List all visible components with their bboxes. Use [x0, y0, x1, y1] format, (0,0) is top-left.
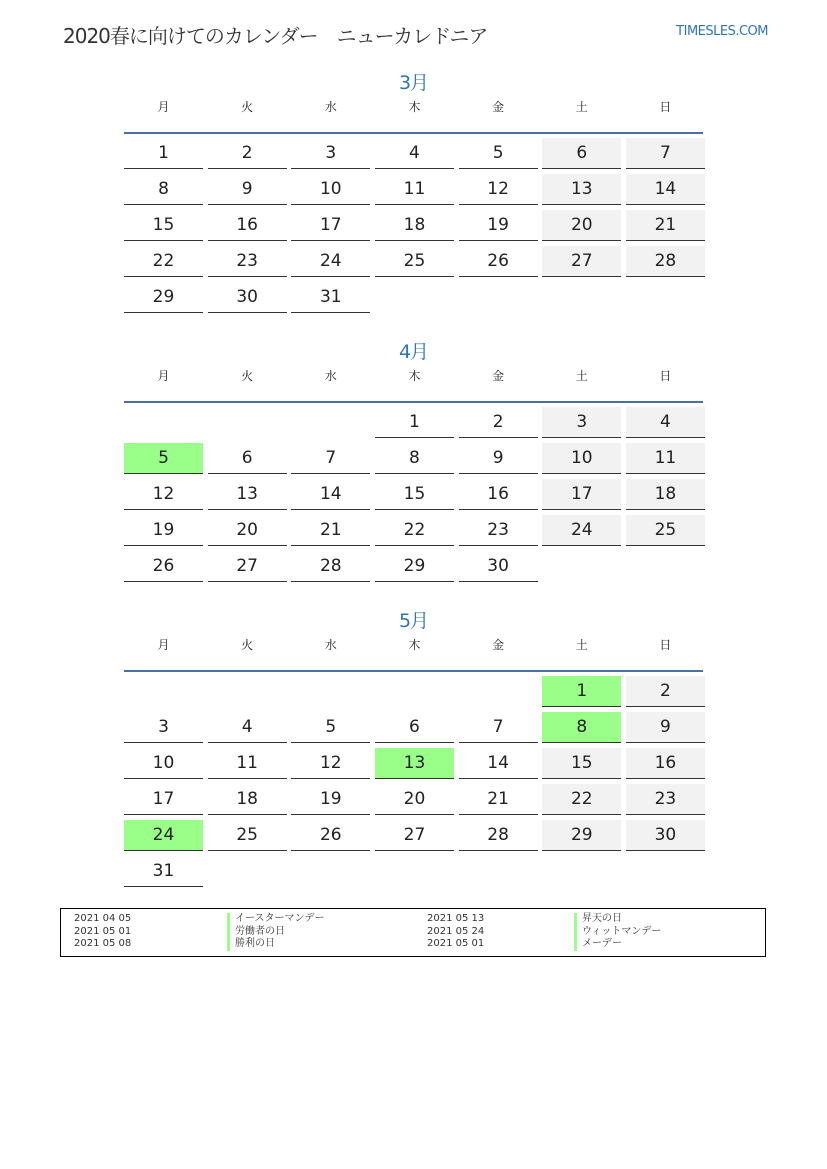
weekday-label: 日 [659, 369, 672, 383]
day-cell[interactable]: 31 [291, 282, 370, 313]
day-cell[interactable]: 24 [542, 515, 621, 546]
day-cell[interactable]: 16 [459, 479, 538, 510]
day-cell[interactable]: 3 [124, 712, 203, 743]
weekday-label: 火 [241, 369, 254, 383]
day-cell[interactable]: 28 [626, 246, 705, 277]
day-cell[interactable]: 11 [375, 174, 454, 205]
day-cell[interactable]: 14 [626, 174, 705, 205]
day-cell[interactable]: 8 [542, 712, 621, 743]
day-cell[interactable]: 12 [291, 748, 370, 779]
legend-date: 2021 05 24 [427, 925, 485, 937]
day-cell[interactable]: 21 [459, 784, 538, 815]
weekday-label: 土 [575, 100, 588, 114]
day-cell[interactable]: 10 [542, 443, 621, 474]
legend-right-names [574, 913, 661, 951]
day-cell[interactable]: 30 [626, 820, 705, 851]
day-cell[interactable]: 30 [208, 282, 287, 313]
day-cell[interactable]: 11 [626, 443, 705, 474]
day-cell[interactable]: 3 [542, 407, 621, 438]
holiday-legend [60, 908, 766, 957]
day-cell[interactable]: 19 [291, 784, 370, 815]
weekday-label: 火 [241, 100, 254, 114]
day-cell[interactable]: 24 [291, 246, 370, 277]
weekday-label: 月 [157, 100, 170, 114]
header-rule [124, 132, 703, 134]
header-rule [124, 670, 703, 672]
day-cell[interactable]: 20 [542, 210, 621, 241]
empty-cell [291, 407, 370, 438]
day-cell[interactable]: 8 [375, 443, 454, 474]
legend-holiday-name: 昇天の日 [574, 913, 661, 926]
day-cell[interactable]: 16 [626, 748, 705, 779]
day-cell[interactable]: 29 [375, 551, 454, 582]
weekday-label: 水 [324, 100, 337, 114]
day-grid [124, 676, 703, 887]
day-cell[interactable]: 19 [124, 515, 203, 546]
site-logo-text[interactable]: TIMESLES.COM [676, 24, 768, 39]
page-title: 2020春に向けてのカレンダー ニューカレドニア [63, 24, 488, 48]
day-cell[interactable]: 26 [291, 820, 370, 851]
day-cell[interactable]: 4 [375, 138, 454, 169]
legend-holiday-name: ウィットマンデー [574, 926, 661, 939]
day-cell[interactable]: 1 [375, 407, 454, 438]
day-cell[interactable]: 29 [542, 820, 621, 851]
day-cell[interactable]: 7 [291, 443, 370, 474]
day-cell[interactable]: 18 [626, 479, 705, 510]
day-cell[interactable]: 7 [626, 138, 705, 169]
day-cell[interactable]: 13 [208, 479, 287, 510]
legend-date: 2021 05 08 [74, 938, 132, 949]
day-cell[interactable]: 1 [124, 138, 203, 169]
weekday-label: 日 [659, 638, 672, 652]
day-cell[interactable]: 5 [291, 712, 370, 743]
weekday-label: 金 [492, 369, 505, 383]
empty-cell [459, 676, 538, 707]
day-cell[interactable]: 26 [124, 551, 203, 582]
day-cell[interactable]: 20 [375, 784, 454, 815]
day-cell[interactable]: 9 [626, 712, 705, 743]
day-cell[interactable]: 10 [291, 174, 370, 205]
day-cell[interactable]: 15 [375, 479, 454, 510]
weekday-label: 木 [408, 100, 421, 114]
day-cell[interactable]: 30 [459, 551, 538, 582]
day-cell[interactable]: 28 [291, 551, 370, 582]
month-block-may [124, 608, 703, 887]
day-grid [124, 407, 703, 582]
day-cell[interactable]: 8 [124, 174, 203, 205]
day-cell[interactable]: 13 [375, 748, 454, 779]
day-cell[interactable]: 22 [542, 784, 621, 815]
day-cell[interactable]: 27 [208, 551, 287, 582]
legend-left-names [227, 913, 325, 951]
legend-holiday-name: 勝利の日 [227, 938, 325, 951]
weekday-header [124, 365, 703, 401]
legend-holiday-name: メーデー [574, 938, 661, 951]
day-cell[interactable]: 23 [208, 246, 287, 277]
day-cell[interactable]: 18 [375, 210, 454, 241]
day-cell[interactable]: 4 [208, 712, 287, 743]
weekday-label: 日 [659, 100, 672, 114]
day-cell[interactable]: 6 [208, 443, 287, 474]
day-cell[interactable]: 2 [208, 138, 287, 169]
weekday-header [124, 634, 703, 670]
month-block-march [124, 70, 703, 313]
day-cell[interactable]: 12 [459, 174, 538, 205]
weekday-label: 月 [157, 638, 170, 652]
day-cell[interactable]: 25 [375, 246, 454, 277]
day-cell[interactable]: 17 [124, 784, 203, 815]
month-title: 3月 [398, 72, 429, 94]
day-cell[interactable]: 16 [208, 210, 287, 241]
day-cell[interactable]: 17 [291, 210, 370, 241]
weekday-label: 金 [492, 100, 505, 114]
day-cell[interactable]: 25 [626, 515, 705, 546]
weekday-label: 火 [241, 638, 254, 652]
legend-date: 2021 05 01 [427, 938, 485, 949]
day-cell[interactable]: 1 [542, 676, 621, 707]
day-cell[interactable]: 15 [542, 748, 621, 779]
month-title: 4月 [398, 341, 429, 363]
legend-date: 2021 04 05 [74, 913, 132, 924]
day-cell[interactable]: 14 [291, 479, 370, 510]
weekday-label: 月 [157, 369, 170, 383]
day-cell[interactable]: 31 [124, 856, 203, 887]
day-cell[interactable]: 2 [459, 407, 538, 438]
day-cell[interactable]: 18 [208, 784, 287, 815]
weekday-label: 水 [324, 638, 337, 652]
day-cell[interactable]: 5 [459, 138, 538, 169]
legend-right-dates [427, 913, 484, 951]
day-cell[interactable]: 22 [124, 246, 203, 277]
header-rule [124, 401, 703, 403]
day-cell[interactable]: 3 [291, 138, 370, 169]
day-cell[interactable]: 21 [626, 210, 705, 241]
day-cell[interactable]: 15 [124, 210, 203, 241]
day-cell[interactable]: 9 [208, 174, 287, 205]
weekday-label: 土 [575, 638, 588, 652]
day-grid [124, 138, 703, 313]
empty-cell [291, 676, 370, 707]
month-block-april [124, 339, 703, 582]
day-cell[interactable]: 24 [124, 820, 203, 851]
empty-cell [208, 407, 287, 438]
legend-holiday-name: 労働者の日 [227, 926, 325, 939]
day-cell[interactable]: 23 [459, 515, 538, 546]
legend-left-dates [74, 913, 131, 951]
day-cell[interactable]: 6 [542, 138, 621, 169]
empty-cell [208, 676, 287, 707]
day-cell[interactable]: 14 [459, 748, 538, 779]
weekday-label: 木 [408, 638, 421, 652]
weekday-label: 土 [575, 369, 588, 383]
empty-cell [375, 676, 454, 707]
day-cell[interactable]: 26 [459, 246, 538, 277]
weekday-label: 木 [408, 369, 421, 383]
day-cell[interactable]: 27 [375, 820, 454, 851]
day-cell[interactable]: 10 [124, 748, 203, 779]
day-cell[interactable]: 27 [542, 246, 621, 277]
day-cell[interactable]: 13 [542, 174, 621, 205]
day-cell[interactable]: 2 [626, 676, 705, 707]
day-cell[interactable]: 17 [542, 479, 621, 510]
day-cell[interactable]: 19 [459, 210, 538, 241]
weekday-header [124, 96, 703, 132]
empty-cell [124, 407, 203, 438]
day-cell[interactable]: 5 [124, 443, 203, 474]
weekday-label: 金 [492, 638, 505, 652]
day-cell[interactable]: 11 [208, 748, 287, 779]
day-cell[interactable]: 6 [375, 712, 454, 743]
weekday-label: 水 [324, 369, 337, 383]
day-cell[interactable]: 25 [208, 820, 287, 851]
day-cell[interactable]: 28 [459, 820, 538, 851]
day-cell[interactable]: 12 [124, 479, 203, 510]
day-cell[interactable]: 20 [208, 515, 287, 546]
empty-cell [124, 676, 203, 707]
month-title: 5月 [398, 610, 429, 632]
legend-holiday-name: イースターマンデー [227, 913, 325, 926]
day-cell[interactable]: 29 [124, 282, 203, 313]
legend-date: 2021 05 01 [74, 925, 132, 937]
day-cell[interactable]: 9 [459, 443, 538, 474]
legend-date: 2021 05 13 [427, 913, 485, 924]
day-cell[interactable]: 21 [291, 515, 370, 546]
day-cell[interactable]: 7 [459, 712, 538, 743]
day-cell[interactable]: 23 [626, 784, 705, 815]
day-cell[interactable]: 22 [375, 515, 454, 546]
day-cell[interactable]: 4 [626, 407, 705, 438]
